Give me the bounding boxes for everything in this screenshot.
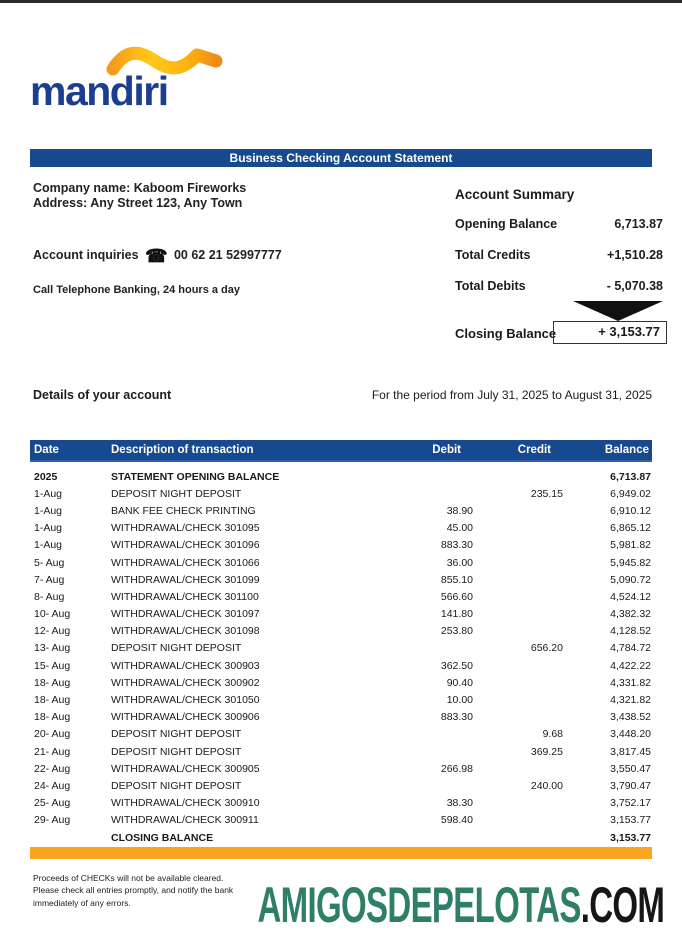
- column-header: Balance: [604, 444, 649, 456]
- table-row: 24- Aug DEPOSIT NIGHT DEPOSIT 240.00 3,790.47: [34, 779, 651, 792]
- account-summary-heading: Account Summary: [455, 187, 575, 202]
- watermark-secondary: .COM: [580, 877, 664, 933]
- table-row: 22- Aug WITHDRAWAL/CHECK 300905 266.98 3,550.47: [34, 762, 651, 775]
- company-address-line: Address: Any Street 123, Any Town: [33, 196, 243, 210]
- watermark: [257, 876, 664, 934]
- column-header: Description of transaction: [111, 444, 254, 456]
- table-row: 25- Aug WITHDRAWAL/CHECK 300910 38.30 3,752.17: [34, 797, 651, 810]
- summary-row: [455, 248, 667, 262]
- details-heading-row: [33, 388, 652, 402]
- details-heading: Details of your account: [33, 388, 172, 402]
- summary-value: 6,713.87: [614, 217, 663, 231]
- table-row: 2025 STATEMENT OPENING BALANCE 6,713.87: [34, 470, 651, 483]
- summary-label: Total Debits: [455, 279, 526, 293]
- table-footer-bar: [30, 847, 652, 859]
- company-name-line: Company name: Kaboom Fireworks: [33, 181, 247, 195]
- company-info: [33, 181, 246, 211]
- column-header: Credit: [517, 444, 551, 456]
- table-row: 12- Aug WITHDRAWAL/CHECK 301098 253.80 4,128.52: [34, 625, 651, 638]
- column-header: Date: [34, 444, 59, 456]
- summary-value: +1,510.28: [607, 248, 663, 262]
- table-row: 1-Aug WITHDRAWAL/CHECK 301095 45.00 6,865.12: [34, 522, 651, 535]
- phone-icon: ☎: [145, 246, 168, 266]
- statement-period: For the period from July 31, 2025 to August 31, 2025: [371, 388, 652, 402]
- table-row: 29- Aug WITHDRAWAL/CHECK 300911 598.40 3,153.77: [34, 814, 651, 827]
- summary-rows: [455, 217, 667, 310]
- table-row: 13- Aug DEPOSIT NIGHT DEPOSIT 656.20 4,784.72: [34, 642, 651, 655]
- account-inquiries-line: [33, 246, 282, 267]
- mandiri-logo: [30, 44, 250, 118]
- table-row: 20- Aug DEPOSIT NIGHT DEPOSIT 9.68 3,448.20: [34, 728, 651, 741]
- table-row: 15- Aug WITHDRAWAL/CHECK 300903 362.50 4,422.22: [34, 659, 651, 672]
- summary-label: Total Credits: [455, 248, 531, 262]
- summary-row: [455, 217, 667, 231]
- page-top-border: [0, 0, 682, 3]
- table-row: 18- Aug WITHDRAWAL/CHECK 300902 90.40 4,331.82: [34, 676, 651, 689]
- table-row: 5- Aug WITHDRAWAL/CHECK 301066 36.00 5,945.82: [34, 556, 651, 569]
- phone-number: 00 62 21 52997777: [173, 248, 282, 262]
- table-row: 1-Aug BANK FEE CHECK PRINTING 38.90 6,910.12: [34, 504, 651, 517]
- transactions-body: [30, 462, 652, 846]
- table-row: 18- Aug WITHDRAWAL/CHECK 300906 883.30 3,438.52: [34, 711, 651, 724]
- summary-value: - 5,070.38: [606, 279, 663, 293]
- table-header-row: [30, 440, 652, 462]
- closing-balance-value: + 3,153.77: [553, 321, 667, 344]
- table-row: 18- Aug WITHDRAWAL/CHECK 301050 10.00 4,321.82: [34, 694, 651, 707]
- table-row: CLOSING BALANCE 3,153.77: [111, 831, 651, 844]
- table-row: 7- Aug WITHDRAWAL/CHECK 301099 855.10 5,090.72: [34, 573, 651, 586]
- column-header: Debit: [432, 444, 461, 456]
- table-row: 8- Aug WITHDRAWAL/CHECK 301100 566.60 4,524.12: [34, 590, 651, 603]
- brand-name: mandiri: [30, 68, 168, 114]
- account-inquiries-label: Account inquiries: [33, 248, 139, 262]
- summary-label: Opening Balance: [455, 217, 558, 231]
- transactions-table: [30, 440, 652, 846]
- table-row: 10- Aug WITHDRAWAL/CHECK 301097 141.80 4,382.32: [34, 608, 651, 621]
- telephone-banking-line: Call Telephone Banking, 24 hours a day: [33, 284, 241, 296]
- statement-title-bar: Business Checking Account Statement: [30, 149, 652, 167]
- watermark-primary: AMIGOSDEPELOTAS: [257, 877, 581, 933]
- closing-balance-label: Closing Balance: [455, 326, 557, 341]
- summary-row: [455, 279, 667, 293]
- table-row: 1-Aug WITHDRAWAL/CHECK 301096 883.30 5,981.82: [34, 539, 651, 552]
- table-row: 21- Aug DEPOSIT NIGHT DEPOSIT 369.25 3,817.45: [34, 745, 651, 758]
- table-row: 1-Aug DEPOSIT NIGHT DEPOSIT 235.15 6,949.02: [34, 487, 651, 500]
- footer-notice: Proceeds of CHECKs will not be available cleared. Please check all entries promptly, and notify the bank immediately of any errors.: [33, 873, 234, 908]
- arrow-down-icon: [573, 301, 663, 321]
